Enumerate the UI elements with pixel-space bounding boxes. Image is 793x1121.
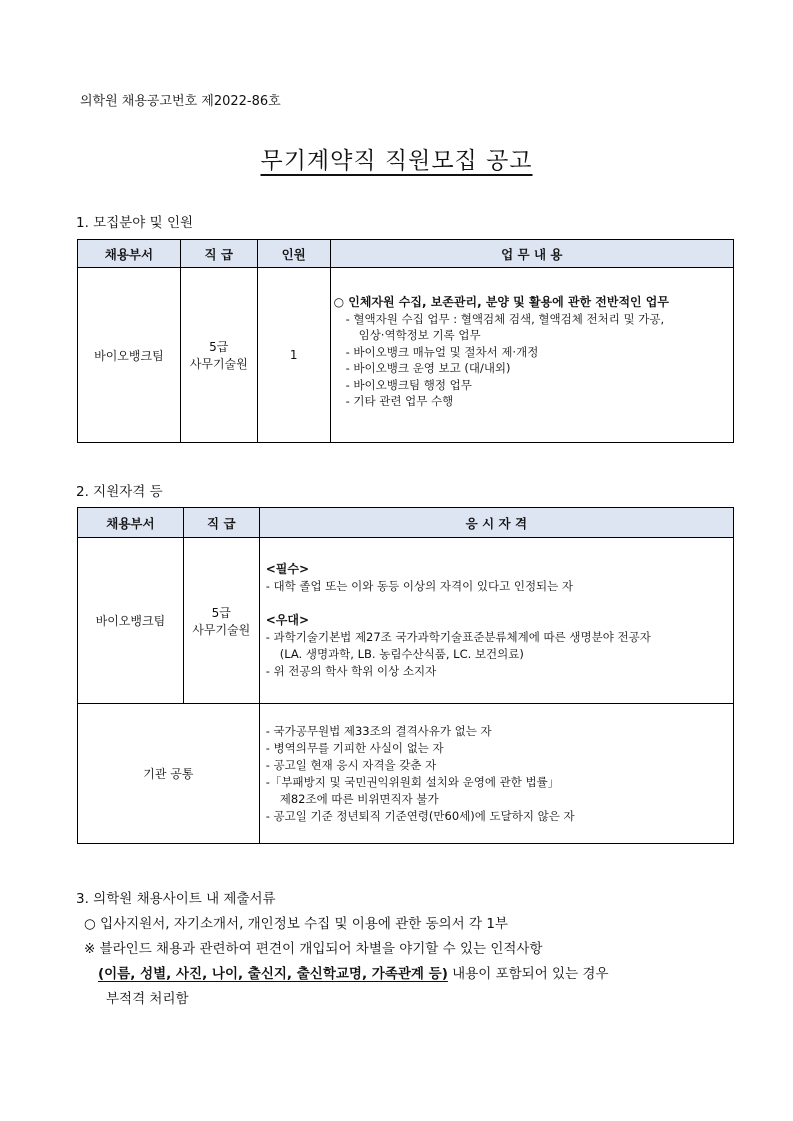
cell-duty [330,268,733,443]
duty-line: - 혈액자원 수집 업무 : 혈액검체 검색, 혈액검체 전처리 및 가공, [345,311,665,326]
section3-heading: 3. 의학원 채용사이트 내 제출서류 [76,891,276,907]
header-grade: 직 급 [183,508,259,538]
doc-number: 의학원 채용공고번호 제2022-86호 [80,94,281,109]
personal-info-items: (이름, 성별, 사진, 나이, 출신지, 출신학교명, 가족관계 등) [98,966,448,982]
qualification-table [77,507,734,844]
required-head: <필수> [265,562,310,576]
grade-title: 사무기술원 [192,622,251,637]
page-title: 무기계약직 직원모집 공고 [260,148,533,174]
common-line: - 공고일 현재 응시 자격을 갖춘 자 [265,757,437,772]
preferred-line: - 과학기술기본법 제27조 국가과학기술표준분류체계에 따른 생명분야 전공자 [265,630,651,644]
cell-dept: 바이오뱅크팀 [78,268,181,443]
header-count: 인원 [257,240,330,268]
common-line: - 국가공무원법 제33조의 결격사유가 없는 자 [265,723,492,738]
header-duty: 업 무 내 용 [330,240,733,268]
documents-line: ○ 입사지원서, 자기소개서, 개인정보 수집 및 이용에 관한 동의서 각 1부 [84,916,508,932]
header-qualification: 응 시 자 격 [259,508,733,538]
table-row [78,268,734,443]
section1-heading: 1. 모집분야 및 인원 [76,215,194,231]
header-dept: 채용부서 [78,508,184,538]
cell-common-label: 기관 공통 [78,704,260,844]
page-title-wrap [0,142,793,175]
cell-count: 1 [257,268,330,443]
duty-line: 임상·역학정보 기록 업무 [358,328,481,342]
header-dept: 채용부서 [78,240,181,268]
duty-head: ○ 인체자원 수집, 보존관리, 분양 및 활용에 관한 전반적인 업무 [333,295,669,309]
common-line: -「부패방지 및 국민권익위원회 설치와 운영에 관한 법률」 [265,774,560,789]
required-line: - 대학 졸업 또는 이와 동등 이상의 자격이 있다고 인정되는 자 [265,579,574,593]
table-row [78,704,734,844]
disqualification-line: 부적격 처리함 [106,991,189,1007]
common-line: - 공고일 기준 정년퇴직 기준연령(만60세)에 도달하지 않은 자 [265,808,575,823]
recruitment-table [77,239,734,443]
header-grade: 직 급 [180,240,257,268]
blind-notice-line: ※ 블라인드 채용과 관련하여 편견이 개입되어 차별을 야기할 수 있는 인적사항 [84,941,543,957]
grade-title: 사무기술원 [189,357,248,371]
blind-notice-rest: 내용이 포함되어 있는 경우 [447,966,609,982]
duty-line: - 기타 관련 업무 수행 [345,394,454,408]
duty-line: - 바이오뱅크 운영 보고 (대/내외) [345,361,511,375]
common-line: - 병역의무를 기피한 사실이 없는 자 [265,740,444,755]
preferred-line: - 위 전공의 학사 학위 이상 소지자 [265,664,437,678]
cell-qualification [259,538,733,704]
blind-notice-line2 [98,962,609,982]
cell-dept: 바이오뱅크팀 [78,538,184,704]
cell-common-qualification [259,704,733,844]
grade-level: 5급 [211,605,231,620]
grade-level: 5급 [209,340,229,354]
duty-line: - 바이오뱅크팀 행정 업무 [345,377,472,392]
section2-heading: 2. 지원자격 등 [76,484,163,500]
cell-grade [180,268,257,443]
preferred-line: (LA. 생명과학, LB. 농림수산식품, LC. 보건의료) [279,647,524,661]
cell-grade [183,538,259,704]
table-header-row [78,240,734,268]
common-line: 제82조에 따른 비위면직자 불가 [279,791,439,806]
table-header-row [78,508,734,538]
duty-line: - 바이오뱅크 매뉴얼 및 절차서 제·개정 [345,344,539,359]
preferred-head: <우대> [265,613,310,627]
table-row [78,538,734,704]
